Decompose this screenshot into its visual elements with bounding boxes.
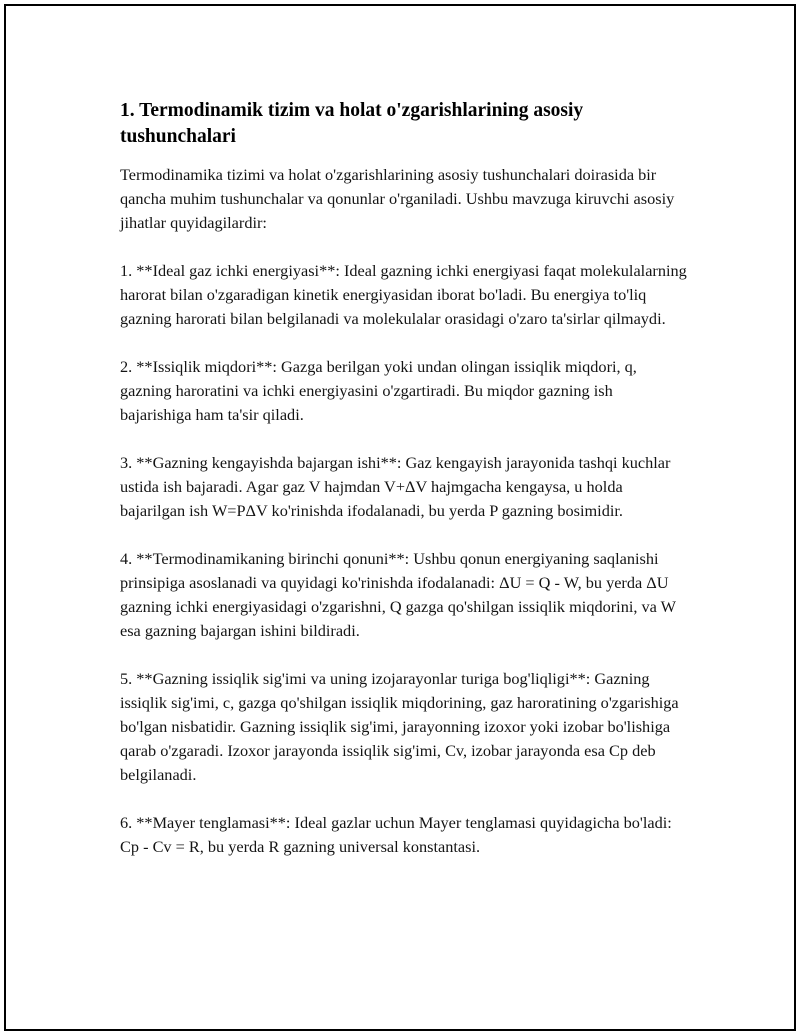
paragraph-gas-expansion-work: 3. **Gazning kengayishda bajargan ishi**: Gaz kengayish jarayonida tashqi kuchlar ustida ish bajaradi. Agar gaz V hajmdan V+ΔV hajmgacha kengaysa, u holda bajarilgan ish W=PΔV ko'rinishda ifodalanadi, bu yerda P gazning bosimidir. xyxy=(120,453,671,520)
document-body xyxy=(120,98,688,883)
paragraph-heat-quantity: 2. **Issiqlik miqdori**: Gazga berilgan yoki undan olingan issiqlik miqdori, q, gazning haroratini va ichki energiyasini o'zgartiradi. Bu miqdor gazning ish bajarishiga ham ta'sir qiladi. xyxy=(120,357,637,424)
document-page xyxy=(4,4,796,1031)
paragraph-mayer-equation: 6. **Mayer tenglamasi**: Ideal gazlar uchun Mayer tenglamasi quyidagicha bo'ladi: Cp - Cv = R, bu yerda R gazning universal konstantasi. xyxy=(120,813,672,856)
document-title: 1. Termodinamik tizim va holat o'zgarishlarining asosiy tushunchalari xyxy=(120,100,584,147)
paragraph-ideal-gas-internal-energy: 1. **Ideal gaz ichki energiyasi**: Ideal gazning ichki energiyasi faqat molekulalarning harorat bilan o'zgaradigan kinetik energiyasidan iborat bo'ladi. Bu energiya to'liq gazning harorati bilan belgilanadi va molekulalar orasidagi o'zaro ta'sirlar qilmaydi. xyxy=(120,261,687,328)
paragraph-heat-capacity: 5. **Gazning issiqlik sig'imi va uning izojarayonlar turiga bog'liqligi**: Gazning issiqlik sig'imi, c, gazga qo'shilgan issiqlik miqdorining, gaz haroratining o'zgarishiga bo'lgan nisbatidir. Gazning issiqlik sig'imi, jarayonning izoxor yoki izobar bo'lishiga qarab o'zgaradi. Izoxor jarayonda issiqlik sig'imi, Cv, izobar jarayonda esa Cp deb belgilanadi. xyxy=(120,669,679,784)
intro-paragraph: Termodinamika tizimi va holat o'zgarishlarining asosiy tushunchalari doirasida bir qancha muhim tushunchalar va qonunlar o'rganiladi. Ushbu mavzuga kiruvchi asosiy jihatlar quyidagilardir: xyxy=(120,165,675,232)
paragraph-first-law: 4. **Termodinamikaning birinchi qonuni**: Ushbu qonun energiyaning saqlanishi prinsipiga asoslanadi va quyidagi ko'rinishda ifodalanadi: ΔU = Q - W, bu yerda ΔU gazning ichki energiyasidagi o'zgarishni, Q gazga qo'shilgan issiqlik miqdorini, va W esa gazning bajargan ishini bildiradi. xyxy=(120,549,676,640)
